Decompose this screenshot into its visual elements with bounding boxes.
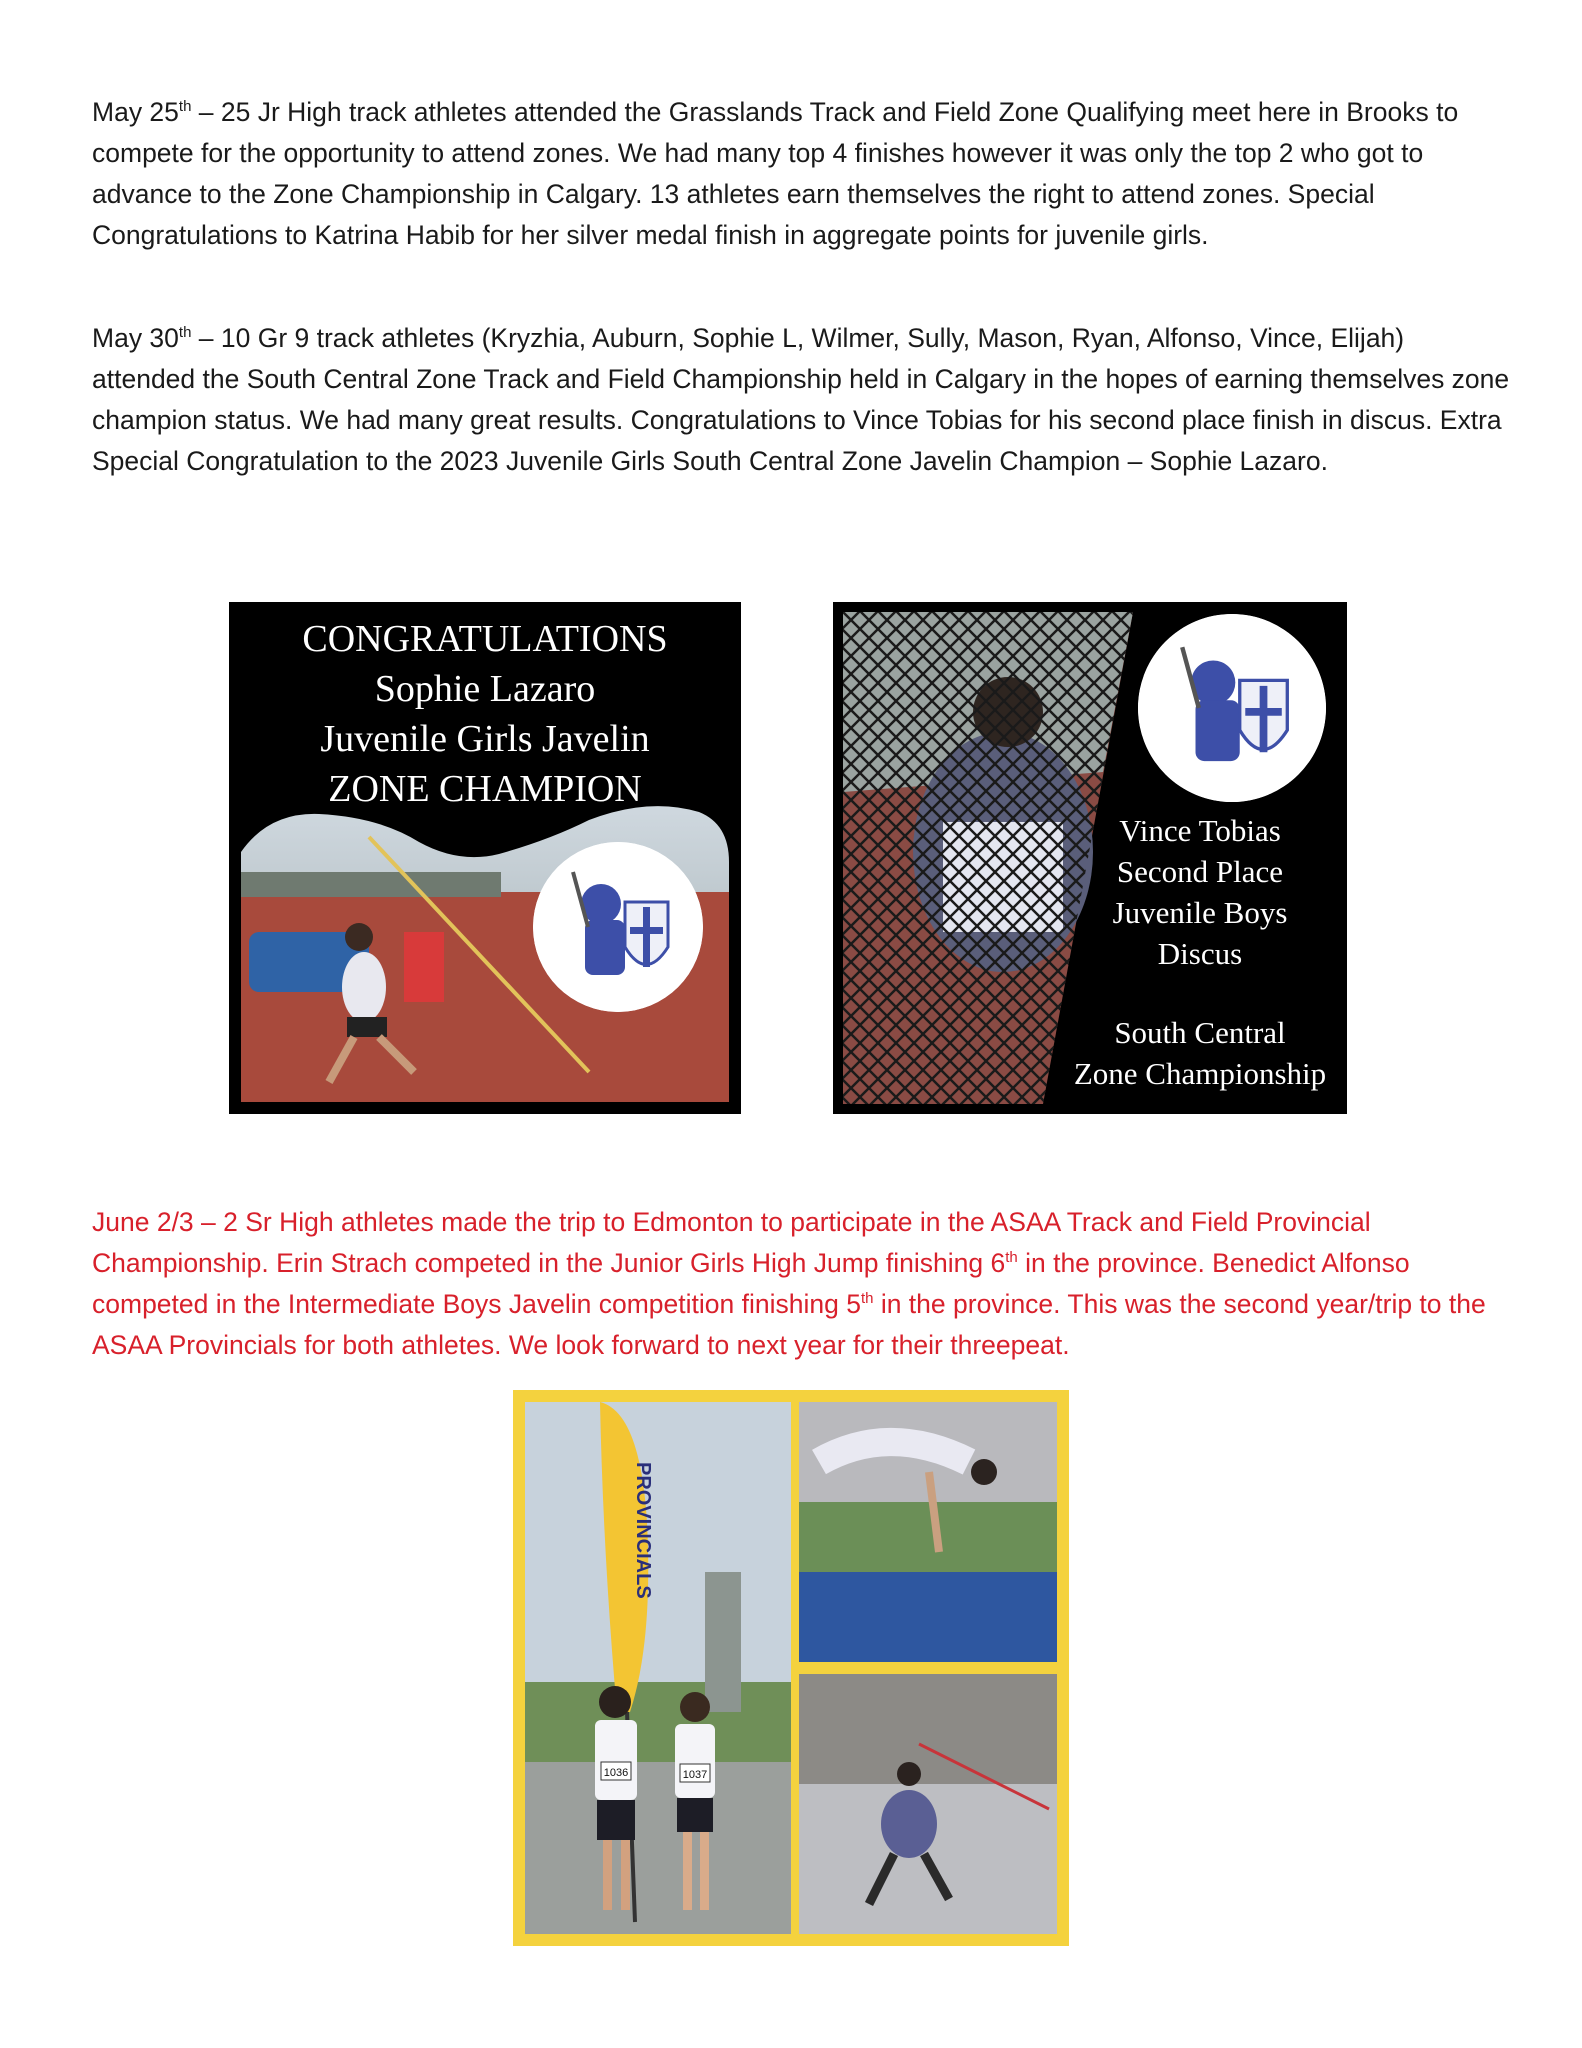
poster1-line4: ZONE CHAMPION: [328, 768, 642, 810]
para3-sup2: th: [860, 1290, 874, 1308]
collage-photo-javelin: [799, 1674, 1057, 1934]
javelin-throw-scene: [799, 1674, 1057, 1934]
poster1-line2: Sophie Lazaro: [374, 668, 596, 710]
collage-photo-high-jump: [799, 1402, 1057, 1662]
para3-lead: June 2/3 – 2 Sr High athletes made the trip to Edmonton to participate in the ASAA Track and Field Provincial Championship. Erin Strach competed in the Junior Girls High Jump finishing 6: [92, 1207, 1371, 1278]
banner-text: PROVINCIALS: [632, 1462, 654, 1599]
bib-right: 1037: [682, 1769, 708, 1781]
para2-lead: May 30: [92, 323, 179, 353]
para3-sup1: th: [1005, 1249, 1018, 1267]
poster2-line2: Second Place: [1116, 854, 1284, 889]
poster-sophie-lazaro: [229, 602, 741, 1114]
paragraph-asaa-provincials: [92, 1202, 1512, 1366]
high-jump-scene: [799, 1402, 1057, 1662]
poster2-caption: [1053, 810, 1347, 1094]
para3-end: in the province. This was the second year/trip to the ASAA Provincials for both athletes. We look forward to next year for their threepeat.: [92, 1289, 1486, 1360]
para3-mid: in the province. Benedict Alfonso competed in the Intermediate Boys Javelin competition finishing 5: [92, 1248, 1410, 1319]
provincials-collage: [513, 1390, 1069, 1946]
poster2-line3: Juvenile Boys: [1112, 895, 1288, 930]
poster1-line3: Juvenile Girls Javelin: [320, 718, 650, 760]
paragraph-grasslands-meet: [92, 92, 1512, 256]
collage-photo-athletes: [525, 1402, 791, 1934]
crusader-emblem-icon: [1138, 614, 1326, 802]
athletes-scene: [525, 1402, 791, 1934]
poster2-line6: Zone Championship: [1073, 1056, 1327, 1091]
bib-left: 1036: [603, 1767, 629, 1779]
poster2-line5: South Central: [1114, 1015, 1286, 1050]
poster-vince-tobias: [833, 602, 1347, 1114]
poster2-line4: Discus: [1157, 936, 1243, 971]
para2-sup: th: [178, 324, 192, 342]
paragraph-zone-championship: [92, 318, 1512, 482]
poster1-line1: CONGRATULATIONS: [302, 618, 668, 660]
crusader-emblem-icon: [533, 842, 703, 1012]
poster2-line1: Vince Tobias: [1119, 813, 1281, 848]
para1-sup: th: [178, 98, 192, 116]
para2-body: – 10 Gr 9 track athletes (Kryzhia, Auburn, Sophie L, Wilmer, Sully, Mason, Ryan, Alfonso, Vince, Elijah) attended the South Central Zone Track and Field Championship held in Calgary in the hopes of earning themselves zone champion status. We had many great results. Congratulations to Vince Tobias for his second place finish in discus. Extra Special Congratulation to the 2023 Juvenile Girls South Central Zone Javelin Champion – Sophie Lazaro.: [92, 323, 1510, 476]
para1-lead: May 25: [92, 97, 179, 127]
para1-body: – 25 Jr High track athletes attended the Grasslands Track and Field Zone Qualifying meet here in Brooks to compete for the opportunity to attend zones. We had many top 4 finishes however it was only the top 2 who got to advance to the Zone Championship in Calgary. 13 athletes earn themselves the right to attend zones. Special Congratulations to Katrina Habib for her silver medal finish in aggregate points for juvenile girls.: [92, 97, 1459, 250]
